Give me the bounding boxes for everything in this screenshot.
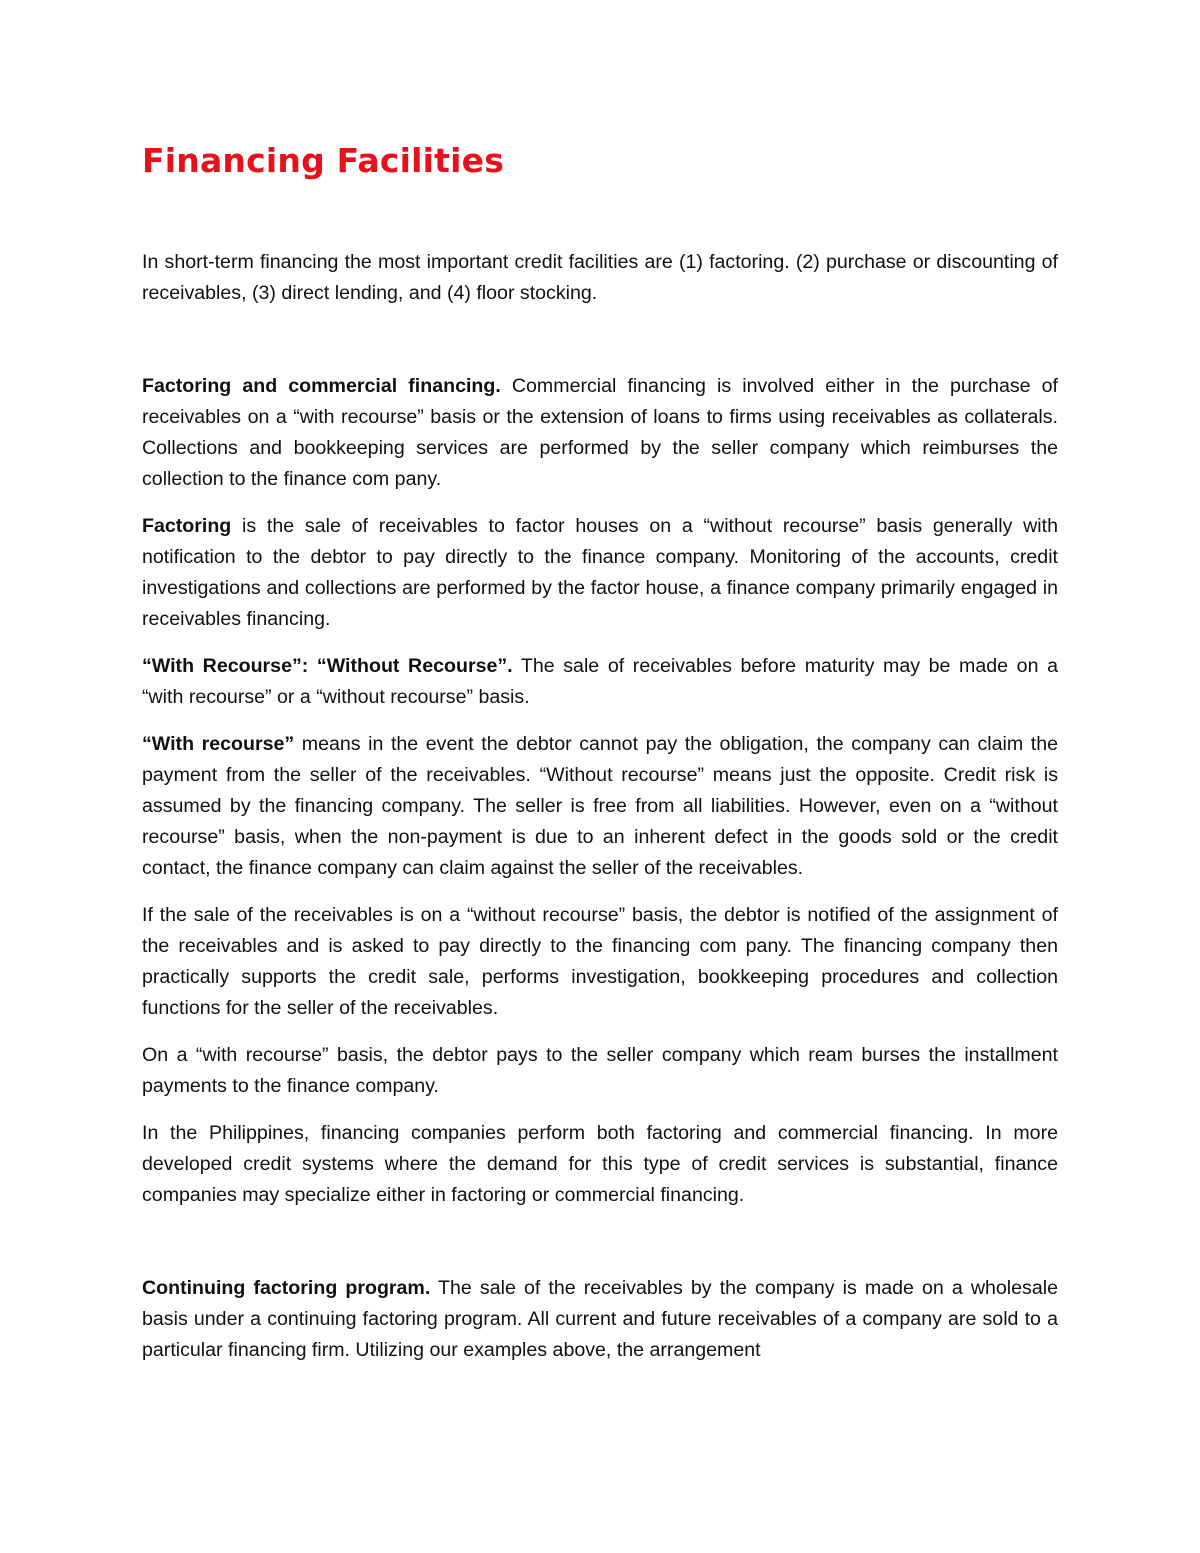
without-recourse-paragraph: If the sale of the receivables is on a “without recourse” basis, the debtor is notified of the assignment of the receivables and is asked to pay directly to the financing com pany. The financing company then practically supports the credit sale, performs investigation, bookkeeping procedures and collection functions for the seller of the receivables.: [142, 904, 1058, 1019]
with-recourse-text: means in the event the debtor cannot pay the obligation, the company can claim the payment from the seller of the receivables. “Without recourse” means just the opposite. Credit risk is assumed by the financing company. The seller is free from all liabilities. However, even on a “without recourse” basis, when the non-payment is due to an inherent defect in the goods sold or the credit contact, the finance company can claim against the seller of the receivables.: [142, 733, 1058, 879]
intro-paragraph: In short-term financing the most important credit facilities are (1) factoring. (2) purchase or discounting of receivables, (3) direct lending, and (4) floor stocking.: [142, 251, 1058, 304]
factoring-commercial-text: Commercial financing is involved either in the purchase of receivables on a “with recourse” basis or the extension of loans to firms using receivables as collaterals. Collections and bookkeeping services are performed by the seller company which reimburses the collection to the finance com pany.: [142, 375, 1058, 490]
recourse-paragraph: [142, 651, 1058, 713]
continuing-factoring-heading: Continuing factoring program.: [142, 1277, 431, 1299]
factoring-commercial-heading: Factoring and commercial financing.: [142, 375, 501, 397]
document-body: [142, 138, 1058, 1382]
with-recourse-basis-paragraph: On a “with recourse” basis, the debtor pays to the seller company which ream burses the installment payments to the finance company.: [142, 1044, 1058, 1097]
recourse-text: The sale of receivables before maturity may be made on a “with recourse” or a “without recourse” basis.: [142, 655, 1058, 708]
philippines-paragraph: In the Philippines, financing companies perform both factoring and commercial financing. In more developed credit systems where the demand for this type of credit services is substantial, finance companies may specialize either in factoring or commercial financing.: [142, 1122, 1058, 1206]
with-recourse-heading: “With recourse”: [142, 733, 295, 755]
factoring-heading: Factoring: [142, 515, 232, 537]
factoring-commercial-paragraph: [142, 371, 1058, 495]
factoring-text: is the sale of receivables to factor houses on a “without recourse” basis generally with notification to the debtor to pay directly to the finance company. Monitoring of the accounts, credit investigations and collections are performed by the factor house, a finance company primarily engaged in receivables financing.: [142, 515, 1058, 630]
continuing-factoring-paragraph: [142, 1273, 1058, 1366]
recourse-heading: “With Recourse”: “Without Recourse”.: [142, 655, 513, 677]
with-recourse-paragraph: [142, 729, 1058, 884]
page-title: Financing Facilities: [142, 141, 505, 180]
continuing-factoring-text: The sale of the receivables by the company is made on a wholesale basis under a continuing factoring program. All current and future receivables of a company are sold to a particular financing firm. Utilizing our examples above, the arrangement: [142, 1277, 1058, 1361]
factoring-paragraph: [142, 511, 1058, 635]
